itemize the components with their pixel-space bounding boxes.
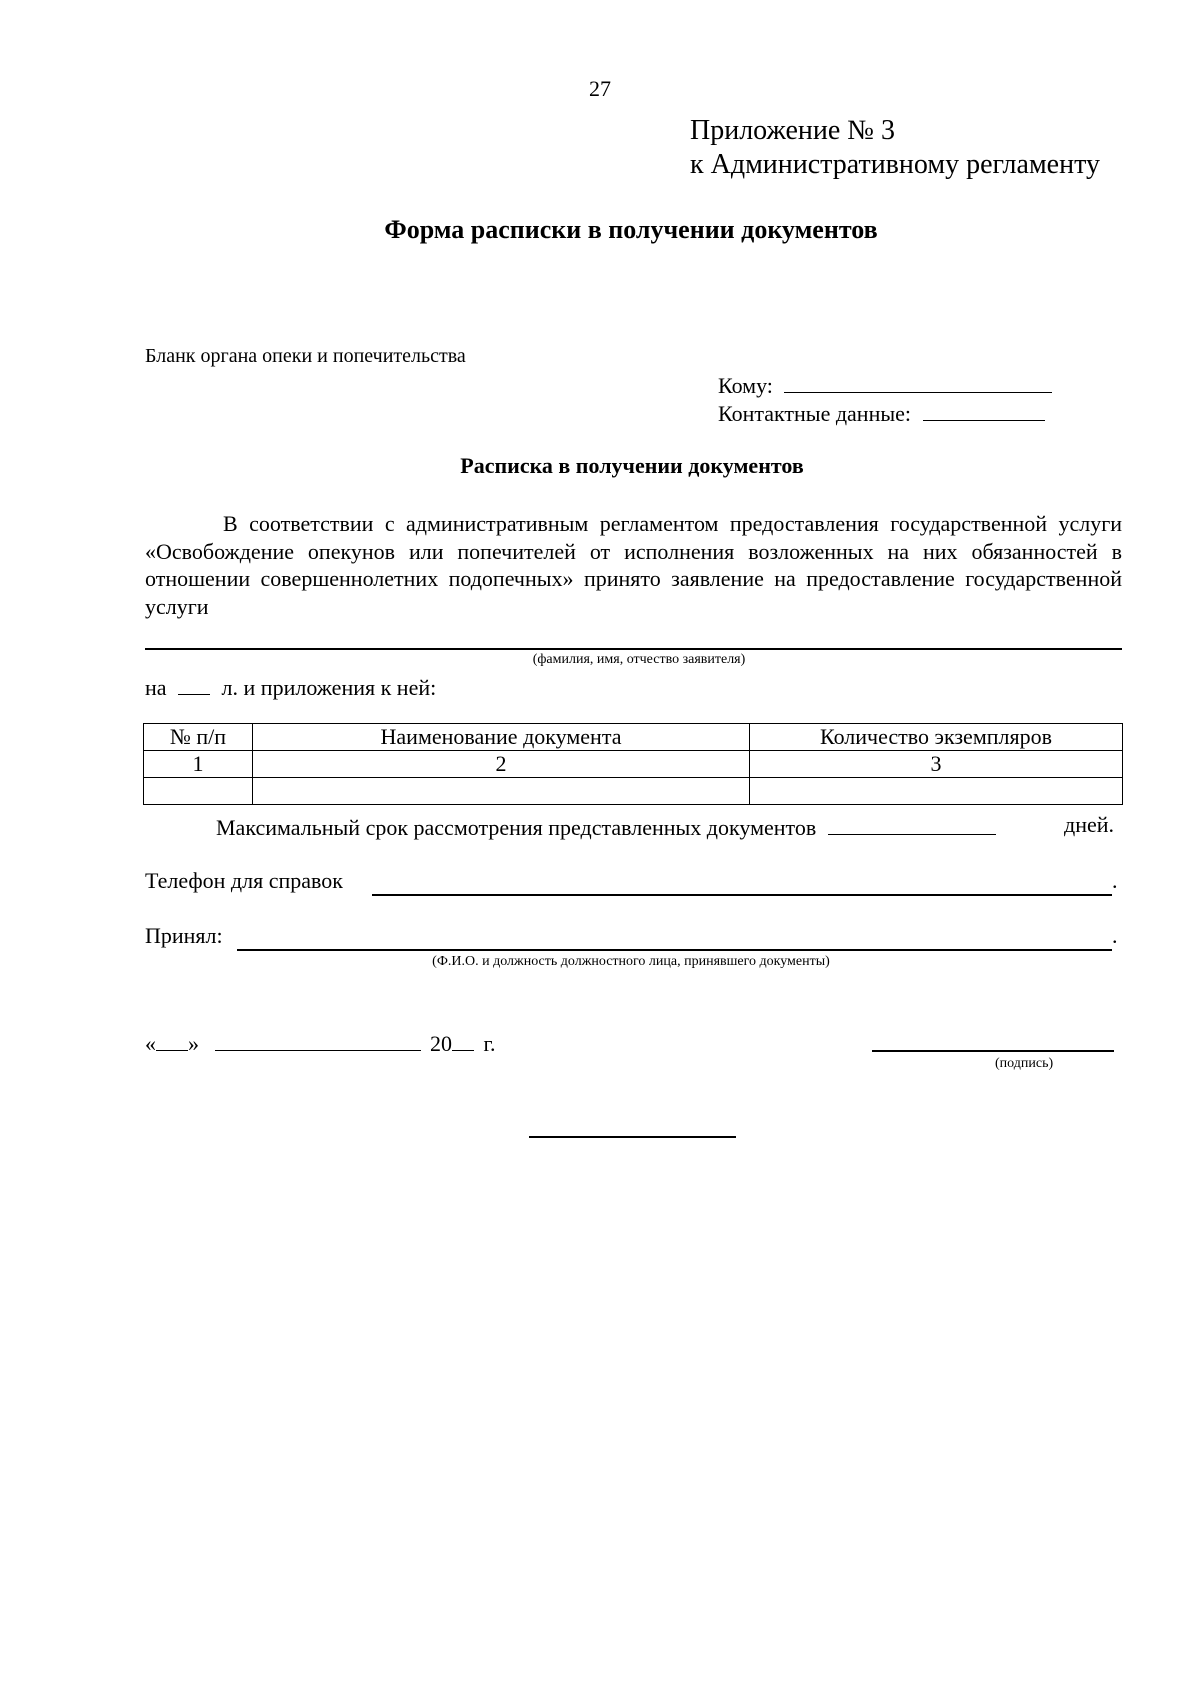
accepted-end-dot: . xyxy=(1112,923,1118,948)
documents-table xyxy=(143,723,1123,805)
sheets-label: л. и приложения к ней: xyxy=(221,675,437,700)
signature-line[interactable] xyxy=(872,1050,1114,1052)
table-header-cell: Количество экземпляров xyxy=(750,724,1123,751)
phone-end-dot: . xyxy=(1112,868,1118,893)
contact-label: Контактные данные: xyxy=(718,401,911,426)
table-header-cell: № п/п xyxy=(144,724,253,751)
na-label: на xyxy=(145,675,167,700)
max-term-label: Максимальный срок рассмотрения представленных документов xyxy=(216,815,817,840)
contact-field-line[interactable] xyxy=(923,398,1045,421)
max-term-days-line[interactable] xyxy=(828,812,996,835)
table-header-cell: Наименование документа xyxy=(253,724,750,751)
date-open-quote: « xyxy=(145,1031,156,1056)
max-term-row xyxy=(216,812,996,841)
blank-label: Бланк органа опеки и попечительства xyxy=(145,345,466,367)
month-line[interactable] xyxy=(215,1028,421,1051)
table-cell[interactable] xyxy=(253,778,750,805)
recipient-field-line[interactable] xyxy=(784,370,1052,393)
accepted-row xyxy=(145,923,223,949)
table-number-cell: 2 xyxy=(253,751,750,778)
table-row xyxy=(144,778,1123,805)
table-cell[interactable] xyxy=(750,778,1123,805)
year-suffix: г. xyxy=(483,1031,496,1056)
phone-label: Телефон для справок xyxy=(145,868,343,893)
day-line[interactable] xyxy=(156,1028,188,1051)
applicant-name-line[interactable] xyxy=(145,648,1122,650)
table-header-row xyxy=(144,724,1123,751)
receipt-paragraph: В соответствии с административным регламентом предоставления государственной услуги «Освобождение опекунов или попечителей от исполнения возложенных на них обязанностей в отношении совершеннолетних подопечных» принято заявление на предоставление государственной услуги xyxy=(145,511,1122,619)
recipient-row xyxy=(718,370,1052,399)
accepted-line[interactable] xyxy=(237,949,1112,951)
table-numbering-row xyxy=(144,751,1123,778)
recipient-label: Кому: xyxy=(718,373,773,398)
table-number-cell: 1 xyxy=(144,751,253,778)
year-prefix: 20 xyxy=(430,1031,452,1056)
phone-line[interactable] xyxy=(372,894,1112,896)
sheets-row xyxy=(145,672,436,701)
appendix-number: Приложение № 3 xyxy=(690,115,895,146)
appendix-reference: к Административному регламенту xyxy=(690,149,1100,180)
year-line[interactable] xyxy=(452,1028,474,1051)
closing-divider xyxy=(529,1136,736,1138)
accepted-label: Принял: xyxy=(145,923,223,948)
official-caption: (Ф.И.О. и должность должностного лица, принявшего документы) xyxy=(432,954,830,969)
table-cell[interactable] xyxy=(144,778,253,805)
page-number: 27 xyxy=(589,76,611,101)
date-close-quote: » xyxy=(188,1031,199,1056)
signature-caption: (подпись) xyxy=(995,1056,1054,1071)
table-number-cell: 3 xyxy=(750,751,1123,778)
days-label: дней. xyxy=(1064,812,1115,837)
date-row xyxy=(145,1028,496,1057)
sheets-count-line[interactable] xyxy=(178,672,210,695)
receipt-title: Расписка в получении документов xyxy=(460,453,804,478)
form-title: Форма расписки в получении документов xyxy=(384,215,878,244)
contact-row xyxy=(718,398,1045,427)
phone-row xyxy=(145,868,343,894)
applicant-caption: (фамилия, имя, отчество заявителя) xyxy=(532,652,746,667)
